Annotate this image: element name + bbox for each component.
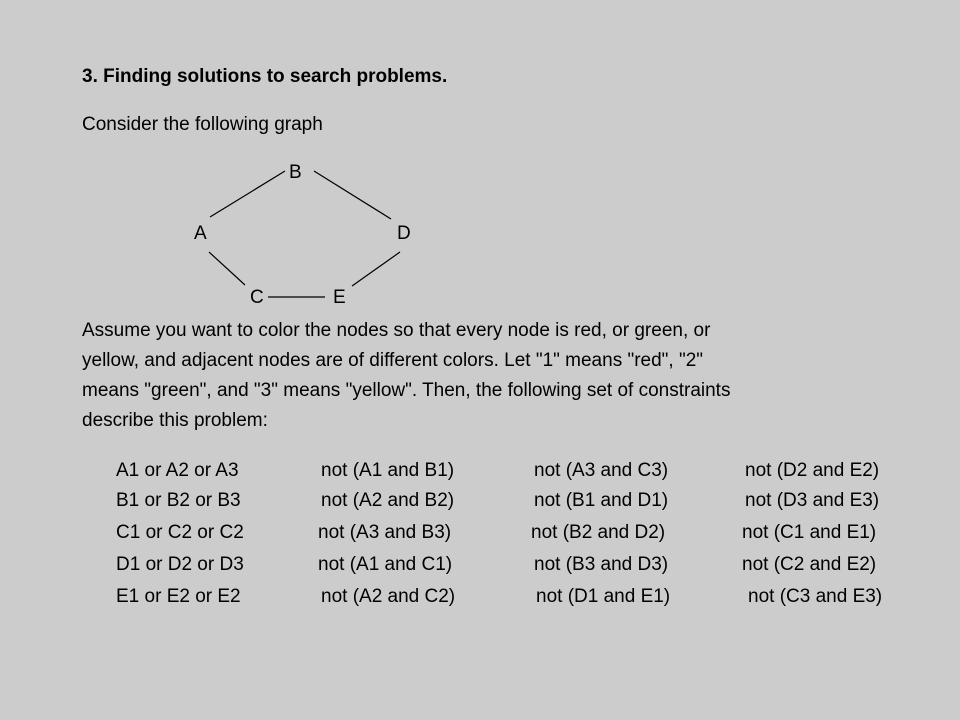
constraint-cell: not (A3 and B3) <box>318 522 452 543</box>
graph-node-e: E <box>333 287 346 308</box>
description-line: describe this problem: <box>82 410 268 431</box>
graph-node-a: A <box>194 223 207 244</box>
constraint-cell: not (C3 and E3) <box>748 586 883 607</box>
constraint-cell: not (A1 and C1) <box>318 554 453 575</box>
description-line: yellow, and adjacent nodes are of different colors. Let "1" means "red", "2" <box>82 350 704 371</box>
graph-node-b: B <box>289 162 302 183</box>
constraint-cell: B1 or B2 or B3 <box>116 490 241 511</box>
constraint-cell: not (D3 and E3) <box>745 490 880 511</box>
graph-node-d: D <box>397 223 411 244</box>
constraint-cell: C1 or C2 or C2 <box>116 522 244 543</box>
constraint-cell: not (A2 and C2) <box>321 586 456 607</box>
constraint-cell: not (D1 and E1) <box>536 586 671 607</box>
graph-node-c: C <box>250 287 264 308</box>
constraint-cell: D1 or D2 or D3 <box>116 554 244 575</box>
constraint-cell: not (A2 and B2) <box>321 490 455 511</box>
intro-text: Consider the following graph <box>82 114 323 135</box>
constraint-cell: not (D2 and E2) <box>745 460 880 481</box>
constraint-cell: E1 or E2 or E2 <box>116 586 241 607</box>
constraint-cell: not (B3 and D3) <box>534 554 669 575</box>
constraint-cell: not (A3 and C3) <box>534 460 669 481</box>
constraint-cell: not (B2 and D2) <box>531 522 666 543</box>
description-line: means "green", and "3" means "yellow". Then, the following set of constraints <box>82 380 731 401</box>
slide-heading: 3. Finding solutions to search problems. <box>82 66 448 87</box>
description-line: Assume you want to color the nodes so that every node is red, or green, or <box>82 320 711 341</box>
constraint-cell: not (C1 and E1) <box>742 522 877 543</box>
constraint-cell: not (A1 and B1) <box>321 460 455 481</box>
constraint-cell: A1 or A2 or A3 <box>116 460 239 481</box>
constraint-cell: not (B1 and D1) <box>534 490 669 511</box>
constraint-cell: not (C2 and E2) <box>742 554 877 575</box>
